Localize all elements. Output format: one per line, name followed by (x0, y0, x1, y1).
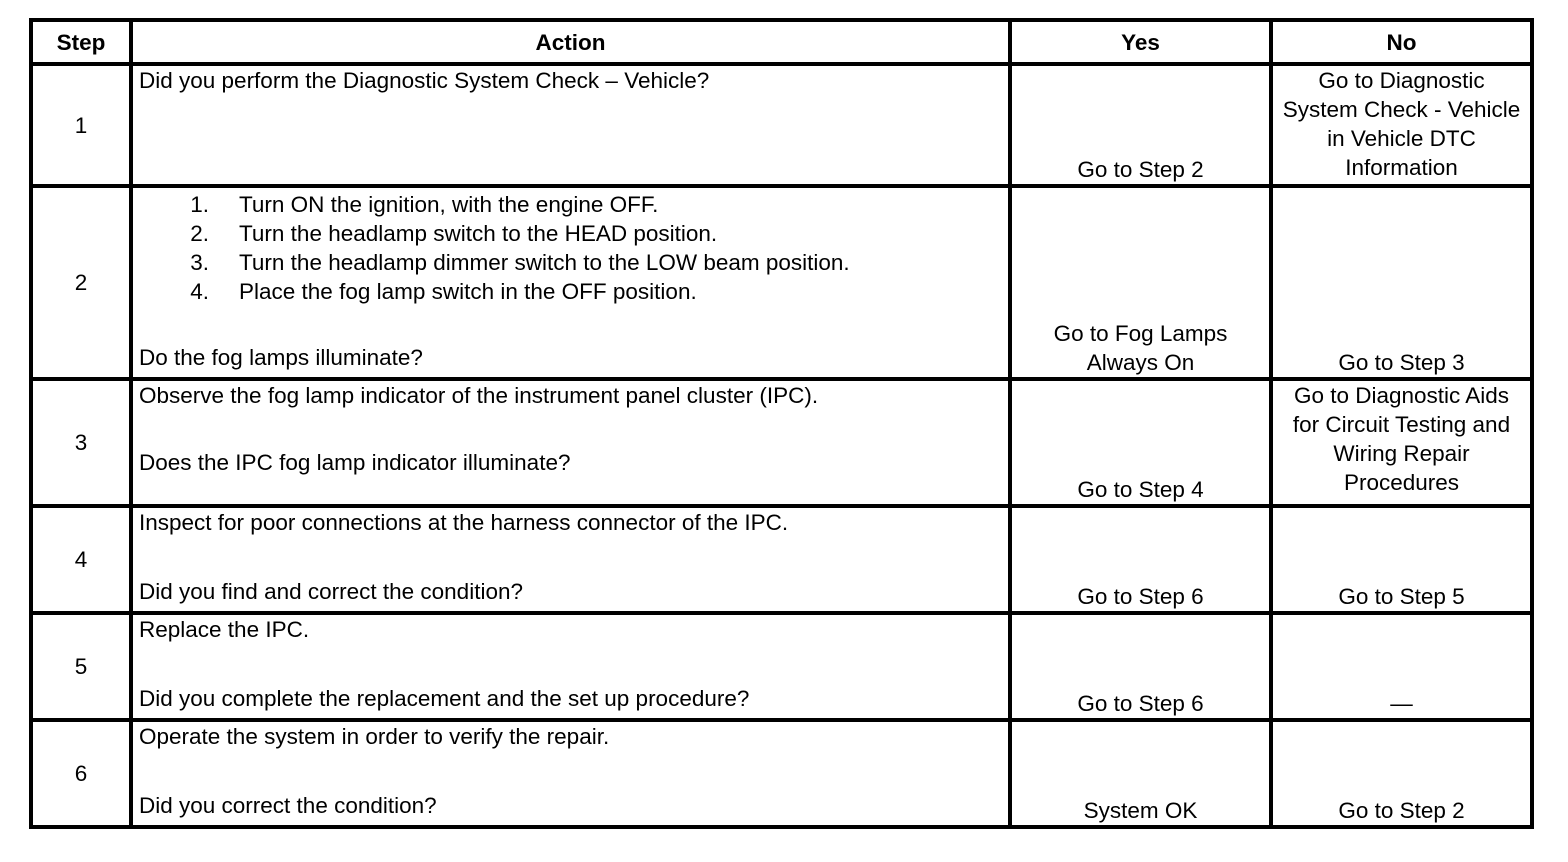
action-cell (131, 613, 1010, 720)
no-cell (1271, 613, 1532, 720)
dash-placeholder: — (1390, 691, 1413, 716)
no-cell: Go to Step 2 (1271, 720, 1532, 827)
action-question: Did you complete the replacement and the set up procedure? (139, 686, 750, 711)
action-instruction: Operate the system in order to verify the repair. (139, 724, 610, 749)
list-text: Turn the headlamp switch to the HEAD position. (239, 221, 718, 246)
step-number: 2 (31, 186, 131, 379)
yes-cell: Go to Step 4 (1010, 379, 1271, 506)
action-instruction: Inspect for poor connections at the harness connector of the IPC. (139, 510, 789, 535)
no-cell: Go to Diagnostic Aids for Circuit Testing and Wiring Repair Procedures (1271, 379, 1532, 506)
action-question: Did you perform the Diagnostic System Check – Vehicle? (139, 68, 710, 93)
list-item (139, 219, 1002, 248)
header-yes: Yes (1010, 20, 1271, 64)
yes-cell: Go to Step 2 (1010, 64, 1271, 186)
action-cell (131, 64, 1010, 186)
step-number: 4 (31, 506, 131, 613)
header-row (31, 20, 1532, 64)
table-row (31, 64, 1532, 186)
header-no: No (1271, 20, 1532, 64)
action-question: Did you find and correct the condition? (139, 579, 523, 604)
no-cell: Go to Step 3 (1271, 186, 1532, 379)
action-cell (131, 506, 1010, 613)
list-text: Turn ON the ignition, with the engine OFF. (239, 192, 659, 217)
no-cell: Go to Step 5 (1271, 506, 1532, 613)
action-question: Does the IPC fog lamp indicator illuminate? (139, 450, 571, 475)
no-cell: Go to Diagnostic System Check - Vehicle in Vehicle DTC Information (1271, 64, 1532, 186)
table-row (31, 613, 1532, 720)
action-instruction: Observe the fog lamp indicator of the instrument panel cluster (IPC). (139, 383, 819, 408)
header-step: Step (31, 20, 131, 64)
table-row (31, 186, 1532, 379)
action-cell (131, 379, 1010, 506)
step-number: 3 (31, 379, 131, 506)
header-action: Action (131, 20, 1010, 64)
list-number: 2. (190, 221, 209, 246)
action-question: Do the fog lamps illuminate? (139, 345, 423, 370)
list-number: 4. (190, 279, 209, 304)
list-item (139, 248, 1002, 277)
diagnostic-table (29, 18, 1534, 829)
step-number: 5 (31, 613, 131, 720)
action-cell (131, 186, 1010, 379)
instruction-list (139, 190, 1002, 306)
table-row (31, 720, 1532, 827)
list-text: Place the fog lamp switch in the OFF position. (239, 279, 697, 304)
step-number: 6 (31, 720, 131, 827)
yes-cell: System OK (1010, 720, 1271, 827)
list-item (139, 190, 1002, 219)
step-number: 1 (31, 64, 131, 186)
list-number: 3. (190, 250, 209, 275)
table-row (31, 379, 1532, 506)
yes-cell: Go to Fog Lamps Always On (1010, 186, 1271, 379)
action-question: Did you correct the condition? (139, 793, 437, 818)
action-cell (131, 720, 1010, 827)
yes-cell: Go to Step 6 (1010, 506, 1271, 613)
table-row (31, 506, 1532, 613)
list-item (139, 277, 1002, 306)
list-number: 1. (190, 192, 209, 217)
action-instruction: Replace the IPC. (139, 617, 310, 642)
list-text: Turn the headlamp dimmer switch to the LOW beam position. (239, 250, 850, 275)
yes-cell: Go to Step 6 (1010, 613, 1271, 720)
